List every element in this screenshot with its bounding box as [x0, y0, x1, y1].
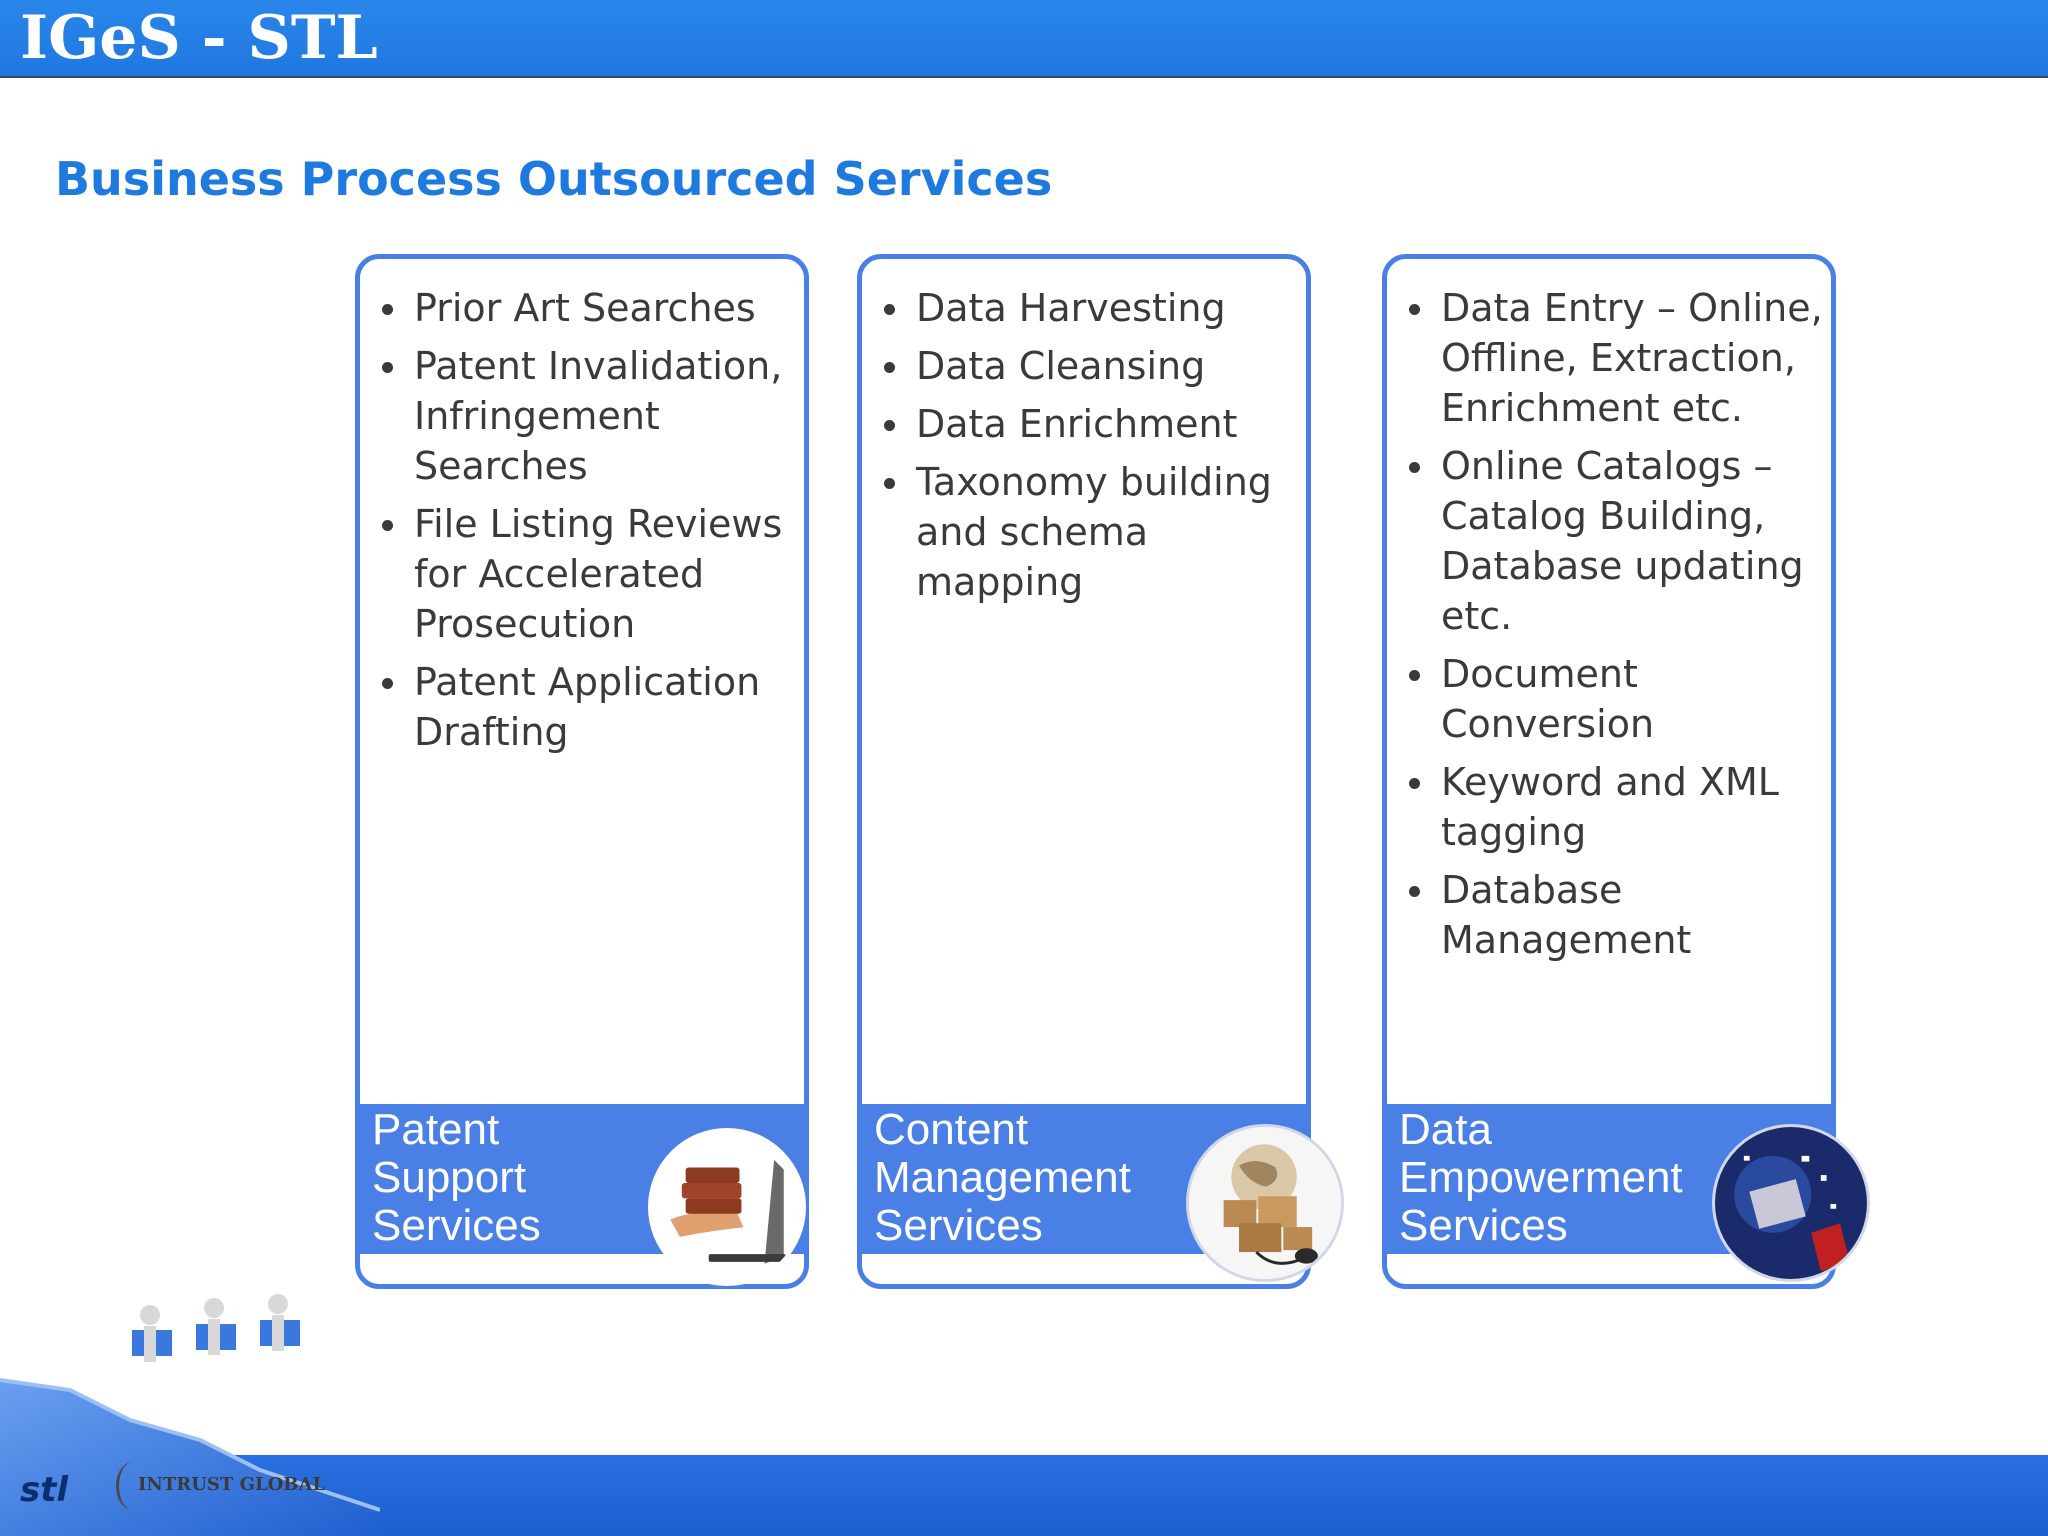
- list-item: Keyword and XML tagging: [1403, 757, 1823, 857]
- list-item: Data Entry – Online, Offline, Extraction, Enrichment etc.: [1403, 283, 1823, 433]
- list-item: Online Catalogs – Catalog Building, Database updating etc.: [1403, 441, 1823, 641]
- service-list: [878, 283, 1298, 615]
- globe-boxes-icon: [1186, 1124, 1344, 1282]
- service-list: [1403, 283, 1823, 973]
- list-item: Taxonomy building and schema mapping: [878, 457, 1298, 607]
- list-item: Patent Application Drafting: [376, 657, 796, 757]
- list-item: Data Cleansing: [878, 341, 1298, 391]
- list-item: File Listing Reviews for Accelerated Prosecution: [376, 499, 796, 649]
- stl-logo: stl: [20, 1470, 69, 1510]
- service-list: [376, 283, 796, 765]
- card-footer-label: Data Empowerment Services: [1399, 1105, 1683, 1250]
- data-stream-icon: [1712, 1124, 1870, 1282]
- intrust-global-logo: INTRUST GLOBAL: [138, 1474, 326, 1495]
- list-item: Database Management: [1403, 865, 1823, 965]
- card-footer-label: Content Management Services: [874, 1105, 1131, 1250]
- list-item: Data Harvesting: [878, 283, 1298, 333]
- laptop-hand-icon: [648, 1128, 806, 1286]
- section-title: Business Process Outsourced Services: [55, 152, 1053, 206]
- list-item: Document Conversion: [1403, 649, 1823, 749]
- list-item: Data Enrichment: [878, 399, 1298, 449]
- title-bar: [0, 0, 2048, 78]
- card-footer-label: Patent Support Services: [372, 1105, 541, 1250]
- list-item: Prior Art Searches: [376, 283, 796, 333]
- slide-header: IGeS - STL: [20, 3, 378, 73]
- list-item: Patent Invalidation, Infringement Searches: [376, 341, 796, 491]
